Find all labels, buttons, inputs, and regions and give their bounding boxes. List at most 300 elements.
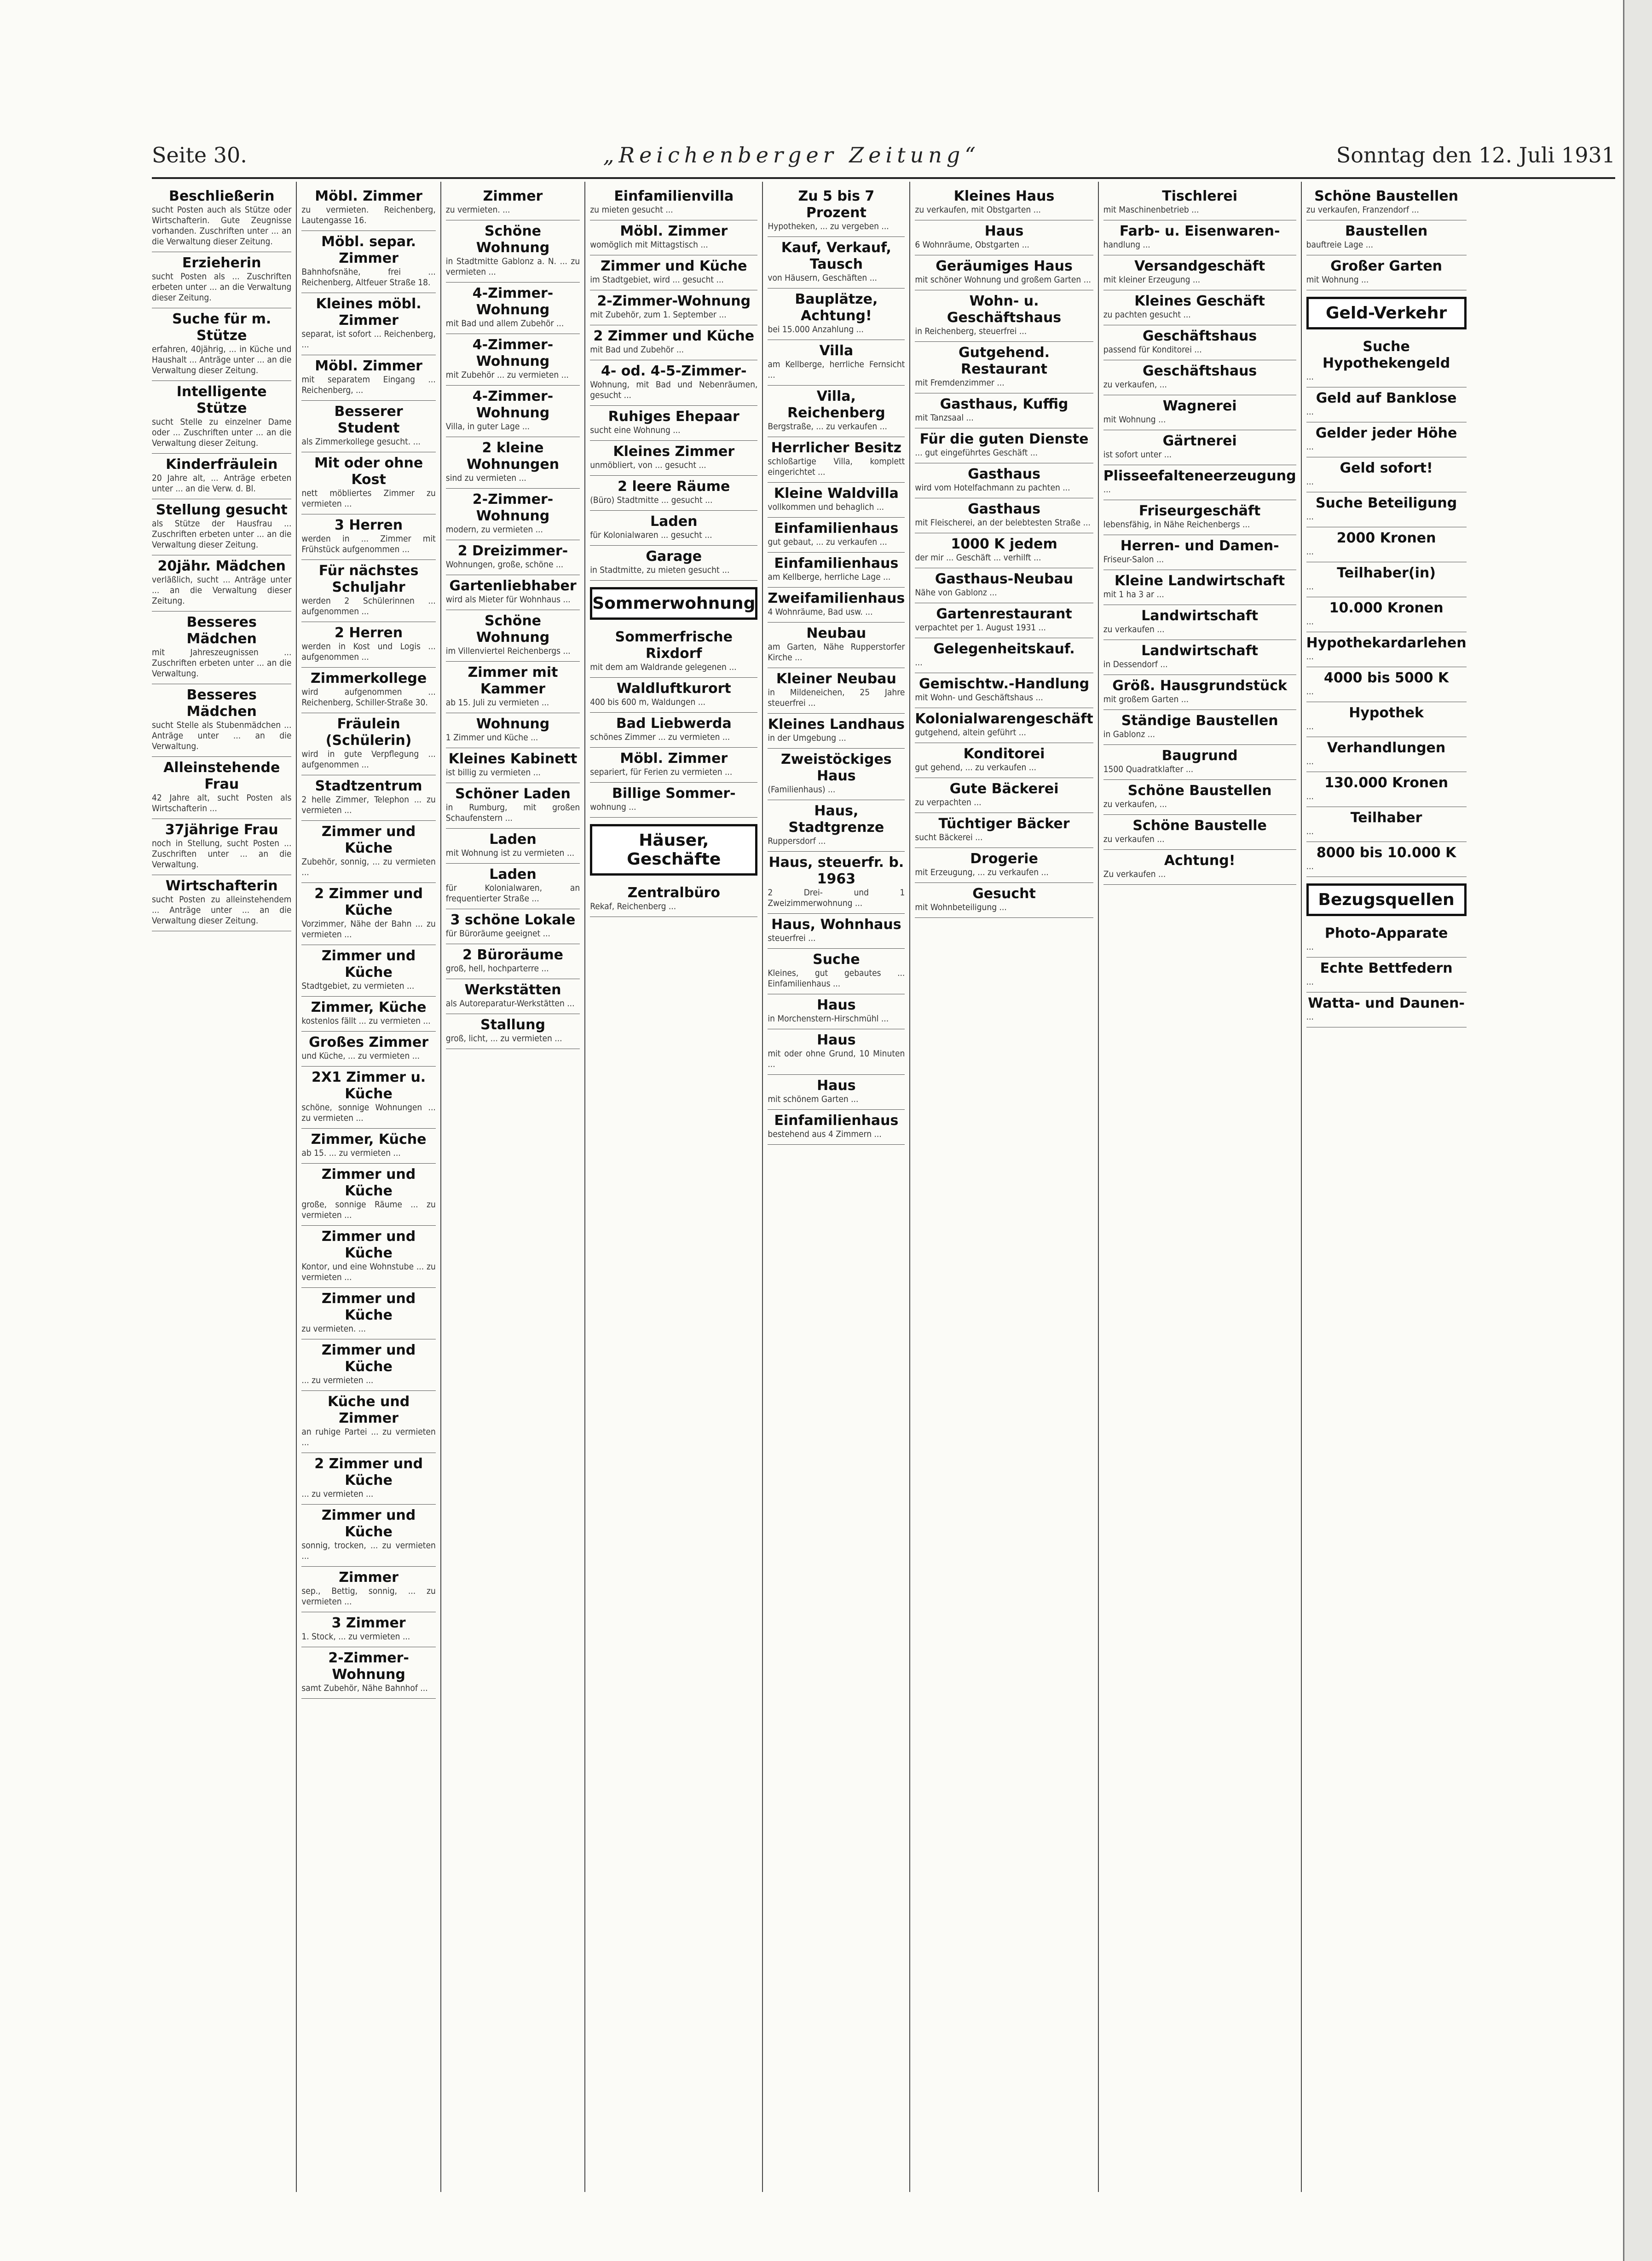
ad-body: ab 15. ... zu vermieten ... [301, 1148, 401, 1158]
classified-ad [152, 185, 291, 252]
ad-body: wohnung ... [590, 802, 636, 812]
classified-ad [915, 568, 1093, 603]
ad-title: Suche [813, 952, 860, 968]
ad-title: Gelegenheitskauf. [933, 641, 1075, 657]
classified-ad [768, 1110, 905, 1145]
ad-title: Schöne Baustellen [1314, 188, 1458, 204]
classified-ad [1306, 667, 1467, 702]
ad-title: Gasthaus, Kuffig [940, 396, 1069, 412]
ad-body: ... [1306, 791, 1314, 802]
ad-body: mit Wohn- und Geschäftshaus ... [915, 692, 1043, 703]
ad-title: 2 Büroräume [462, 947, 563, 963]
classified-ad [446, 944, 580, 979]
classified-ad [768, 749, 905, 800]
ad-body: gutgehend, altein geführt ... [915, 727, 1026, 738]
classified-ad [446, 783, 580, 829]
ad-body: 6 Wohnräume, Obstgarten ... [915, 240, 1029, 250]
classified-ad [915, 498, 1093, 533]
ad-title: Kleine Waldvilla [774, 485, 899, 502]
ad-title: Gartenliebhaber [449, 578, 577, 594]
masthead: „Reichenberger Zeitung“ [603, 143, 980, 167]
ad-title: Hypothekardarlehen [1306, 635, 1467, 651]
ad-body: Wohnung, mit Bad und Nebenräumen, gesucht ... [590, 380, 758, 400]
classified-ad [768, 518, 905, 553]
ad-title: Zimmer mit Kammer [468, 664, 558, 697]
ad-body: große, sonnige Räume ... zu vermieten ... [301, 1200, 436, 1220]
ad-body: 1500 Quadratklafter ... [1103, 764, 1194, 774]
ad-body: mit Maschinenbetrieb ... [1103, 205, 1199, 215]
classified-ad [590, 441, 757, 476]
ad-body: mit Tanzsaal ... [915, 413, 974, 423]
ad-body: zu pachten gesucht ... [1103, 310, 1191, 320]
ad-title: Zimmer und Küche [321, 1291, 416, 1323]
ad-title: 8000 bis 10.000 K [1316, 845, 1456, 861]
ad-title: Gelder jeder Höhe [1315, 425, 1457, 441]
ad-title: Wohnung [476, 716, 550, 732]
ad-body: der mir ... Geschäft ... verhilft ... [915, 553, 1041, 563]
ad-title: Geld auf Banklose [1316, 390, 1457, 406]
ad-title: Gasthaus-Neubau [935, 571, 1074, 587]
classified-ad [768, 386, 905, 437]
ad-body: Kontor, und eine Wohnstube ... zu vermieten ... [301, 1262, 436, 1282]
ad-body: 42 Jahre alt, sucht Posten als Wirtschafterin ... [152, 793, 292, 813]
classified-ad [446, 540, 580, 575]
ad-title: Möbl. separ. Zimmer [321, 234, 416, 266]
classified-ad [446, 386, 580, 437]
ad-title: Friseurgeschäft [1138, 503, 1261, 519]
section-heading: Geld-Verkehr [1306, 297, 1467, 329]
ad-title: Kleines Haus [953, 188, 1055, 204]
ad-body: Kleines, gut gebautes ... Einfamilienhaus ... [768, 968, 905, 989]
ad-body: für Büroräume geeignet ... [445, 929, 550, 939]
classified-columns [152, 182, 1615, 2192]
ad-body: mit Erzeugung, ... zu verkaufen ... [915, 867, 1049, 877]
ad-body: sucht Stelle als Stubenmädchen ... Anträge unter ... an die Verwaltung. [152, 720, 292, 751]
ad-body: am Kellberge, herrliche Lage ... [768, 572, 891, 582]
ad-body: ... [1306, 407, 1314, 417]
classified-ad [446, 437, 580, 489]
classified-ad [1306, 597, 1467, 632]
ad-body: ... [1306, 826, 1314, 836]
classified-ad [446, 1014, 580, 1049]
column-6 [909, 182, 1097, 2192]
ad-title: 2-Zimmer-Wohnung [472, 491, 554, 524]
ad-title: Wagnerei [1162, 398, 1237, 414]
ad-title: Suche Beteiligung [1315, 495, 1457, 511]
page-edge [1623, 0, 1652, 2261]
ad-title: Stallung [480, 1017, 545, 1033]
classified-ad [915, 220, 1093, 255]
ad-title: 2 Dreizimmer- [457, 543, 568, 559]
ad-title: Landwirtschaft [1141, 643, 1259, 659]
classified-ad [590, 325, 757, 360]
ad-title: 2000 Kronen [1336, 530, 1436, 546]
ad-title: Gärtnerei [1162, 433, 1237, 449]
ad-body: mit Jahreszeugnissen ... Zuschriften erbeten unter ... an die Verwaltung. [152, 647, 292, 679]
classified-ad [768, 852, 905, 914]
classified-ad [915, 813, 1093, 848]
ad-title: 2 Zimmer und Küche [593, 328, 755, 344]
ad-title: Hypothek [1349, 705, 1424, 721]
ad-title: Zentralbüro [627, 885, 720, 901]
ad-title: Einfamilienhaus [774, 1113, 899, 1129]
ad-body: sep., Bettig, sonnig, ... zu vermieten ... [301, 1586, 436, 1607]
classified-ad [1103, 395, 1296, 430]
ad-title: Konditorei [963, 746, 1045, 762]
ad-title: Zimmer und Küche [601, 258, 747, 274]
classified-ad [301, 1612, 435, 1647]
ad-body: ... [915, 658, 923, 668]
ad-body: zu vermieten. ... [301, 1324, 366, 1334]
ad-title: Zimmer [483, 188, 543, 204]
classified-ad [1103, 570, 1296, 605]
classified-ad [301, 231, 435, 293]
classified-ad [1103, 745, 1296, 780]
ad-title: 4-Zimmer-Wohnung [472, 285, 554, 318]
ad-body: zu verkaufen, ... [1103, 799, 1167, 809]
ad-title: 4-Zimmer-Wohnung [472, 337, 554, 369]
ad-body: kostenlos fällt ... zu vermieten ... [301, 1016, 431, 1026]
ad-title: 2-Zimmer-Wohnung [328, 1650, 409, 1683]
ad-title: 130.000 Kronen [1324, 775, 1448, 791]
ad-title: 4000 bis 5000 K [1324, 670, 1449, 686]
ad-body: ... [1306, 686, 1314, 697]
classified-ad [1103, 430, 1296, 465]
ad-title: Geschäftshaus [1143, 363, 1257, 379]
ad-title: Für die guten Dienste [919, 431, 1089, 447]
classified-ad [915, 255, 1093, 290]
ad-title: 4-Zimmer-Wohnung [472, 388, 554, 421]
ad-title: Laden [489, 831, 537, 848]
ad-title: Zimmer, Küche [311, 1131, 427, 1148]
classified-ad [446, 829, 580, 864]
ad-title: Laden [489, 866, 537, 882]
ad-title: Gemischtw.-Handlung [918, 676, 1090, 692]
ad-title: Sommerfrische Rixdorf [615, 629, 733, 662]
ad-body: mit 1 ha 3 ar ... [1103, 589, 1164, 600]
classified-ad [1103, 290, 1296, 325]
classified-ad [1103, 220, 1296, 255]
ad-title: Besseres Mädchen [186, 614, 257, 647]
ad-body: verläßlich, sucht ... Anträge unter ... an die Verwaltung dieser Zeitung. [152, 575, 292, 606]
section-heading: Sommerwohnung [590, 587, 757, 620]
ad-body: wird in gute Verpflegung ... aufgenommen ... [301, 749, 436, 770]
ad-title: Photo-Apparate [1324, 925, 1448, 941]
classified-ad [301, 821, 435, 883]
ad-title: Gasthaus [968, 466, 1040, 482]
classified-ad [915, 290, 1093, 342]
ad-body: 2 Drei- und 1 Zweizimmerwohnung ... [768, 888, 905, 908]
header-rule [152, 177, 1615, 179]
classified-ad [768, 714, 905, 749]
ad-body: werden in ... Zimmer mit Frühstück aufgenommen ... [301, 534, 436, 554]
ad-title: Wirtschafterin [165, 878, 278, 894]
ad-body: sucht Posten als ... Zuschriften erbeten unter ... an die Verwaltung dieser Zeitung. [152, 271, 292, 303]
classified-ad [446, 575, 580, 610]
ad-title: Geld sofort! [1340, 460, 1433, 476]
ad-body: mit Fremdenzimmer ... [915, 378, 1005, 388]
ad-body: ... [1306, 942, 1314, 952]
classified-ad [1306, 422, 1467, 457]
classified-ad [446, 748, 580, 783]
ad-title: Erzieherin [182, 255, 261, 271]
ad-title: Gartenrestaurant [936, 606, 1072, 622]
ad-title: Zimmer und Küche [321, 948, 416, 981]
ad-title: Laden [650, 513, 698, 530]
ad-body: wird aufgenommen ... Reichenberg, Schiller-Straße 30. [301, 687, 436, 708]
ad-title: Alleinstehende Frau [163, 760, 280, 792]
ad-title: Gasthaus [968, 501, 1040, 517]
classified-ad [301, 185, 435, 231]
ad-body: mit großem Garten ... [1103, 694, 1189, 704]
column-1 [152, 182, 296, 2192]
ad-title: Für nächstes Schuljahr [318, 563, 419, 595]
ad-title: Farb- u. Eisenwaren- [1119, 223, 1280, 239]
ad-body: bei 15.000 Anzahlung ... [768, 324, 864, 335]
classified-ad [768, 340, 905, 386]
ad-title: Bad Liebwerda [616, 715, 732, 732]
classified-ad [768, 994, 905, 1029]
ad-title: Echte Bettfedern [1320, 960, 1453, 976]
ad-title: Kleines Kabinett [448, 751, 578, 767]
ad-title: Waldluftkurort [616, 681, 731, 697]
ad-body: ... [1306, 861, 1314, 871]
classified-ad [590, 406, 757, 441]
classified-ad [1306, 992, 1467, 1027]
classified-ad [768, 800, 905, 852]
ad-title: 3 Herren [335, 517, 403, 533]
classified-ad [152, 454, 291, 499]
issue-date: Sonntag den 12. Juli 1931 [1336, 143, 1615, 167]
classified-ad [1103, 640, 1296, 675]
classified-ad [152, 819, 291, 875]
ad-body: Zubehör, sonnig, ... zu vermieten ... [301, 857, 436, 877]
column-4 [584, 182, 762, 2192]
ad-title: Intelligente Stütze [176, 384, 267, 416]
classified-ad [1103, 465, 1296, 500]
classified-ad [590, 546, 757, 581]
ad-title: Ruhiges Ehepaar [608, 409, 739, 425]
ad-body: sucht Posten zu alleinstehendem ... Anträge unter ... an die Verwaltung dieser Zeitung. [152, 894, 292, 926]
ad-title: Wohn- u. Geschäftshaus [947, 293, 1062, 326]
ad-body: ab 15. Juli zu vermieten ... [445, 698, 549, 708]
ad-title: Stellung gesucht [156, 502, 288, 518]
classified-ad [152, 308, 291, 381]
classified-ad [446, 979, 580, 1014]
classified-ad [1306, 842, 1467, 877]
ad-title: Möbl. Zimmer [620, 750, 728, 767]
ad-title: Haus [817, 1078, 856, 1094]
ad-title: Herren- und Damen- [1120, 538, 1279, 554]
classified-ad [590, 626, 757, 678]
ad-title: Tischlerei [1162, 188, 1238, 204]
classified-ad [301, 355, 435, 401]
ad-body: mit Wohnung ist zu vermieten ... [445, 848, 575, 858]
ad-body: ... [1306, 512, 1314, 522]
ad-title: Zimmer und Küche [321, 1166, 416, 1199]
classified-ad [1306, 387, 1467, 422]
ad-title: Watta- und Daunen- [1308, 995, 1465, 1011]
classified-ad [1103, 850, 1296, 885]
column-2 [296, 182, 440, 2192]
classified-ad [1103, 535, 1296, 570]
classified-ad [590, 255, 757, 290]
classified-ad [301, 1032, 435, 1067]
ad-body: mit Wohnbeteiligung ... [915, 902, 1007, 912]
ad-body: groß, hell, hochparterre ... [445, 963, 549, 974]
ad-body: mit Wohnung ... [1306, 275, 1369, 285]
ad-title: Gutgehend. Restaurant [958, 345, 1050, 377]
ad-body: 2 helle Zimmer, Telephon ... zu vermieten ... [301, 795, 436, 815]
ad-body: ... [1103, 484, 1111, 495]
classified-ad [301, 1391, 435, 1453]
ad-body: Vorzimmer, Nähe der Bahn ... zu vermieten ... [301, 919, 436, 940]
ad-title: Geräumiges Haus [936, 258, 1073, 274]
classified-ad [1103, 780, 1296, 815]
ad-title: Kleines Zimmer [613, 444, 735, 460]
classified-ad [301, 293, 435, 355]
ad-body: mit Zubehör, zum 1. September ... [590, 310, 727, 320]
classified-ad [915, 708, 1093, 743]
ad-body: ... zu vermieten ... [301, 1375, 374, 1385]
classified-ad [1103, 500, 1296, 535]
classified-ad [1306, 255, 1467, 290]
ad-body: ist billig zu vermieten ... [445, 767, 541, 778]
ad-body: Rekaf, Reichenberg ... [590, 901, 676, 911]
classified-ad [301, 713, 435, 775]
ad-body: ... [1306, 582, 1314, 592]
ad-body: Nähe von Gablonz ... [915, 588, 997, 598]
ad-body: in Stadtmitte Gablonz a. N. ... zu vermieten ... [445, 256, 580, 277]
ad-title: Gesucht [972, 886, 1036, 902]
classified-ad [915, 463, 1093, 498]
classified-ad [768, 237, 905, 288]
ad-title: Suche für m. Stütze [172, 311, 271, 344]
ad-title: 2 leere Räume [618, 479, 730, 495]
ad-title: Schöne Baustellen [1127, 783, 1272, 799]
classified-ad [915, 778, 1093, 813]
section-heading: Häuser, Geschäfte [590, 824, 757, 876]
classified-ad [446, 662, 580, 713]
ad-body: für Kolonialwaren, an frequentierter Straße ... [445, 883, 580, 904]
ad-body: in Rumburg, mit großen Schaufenstern ... [445, 802, 580, 823]
ad-title: Werkstätten [464, 982, 561, 998]
ad-body: Bahnhofsnähe, frei ... Reichenberg, Altfeuer Straße 18. [301, 267, 436, 288]
ad-body: lebensfähig, in Nähe Reichenbergs ... [1103, 519, 1250, 530]
ad-title: Tüchtiger Bäcker [938, 816, 1070, 832]
classified-ad [915, 393, 1093, 428]
ad-body: mit Zubehör ... zu vermieten ... [445, 370, 569, 380]
ad-body: zu mieten gesucht ... [590, 205, 673, 215]
ad-body: mit schönem Garten ... [768, 1094, 859, 1104]
ad-body: modern, zu vermieten ... [445, 525, 543, 535]
classified-ad [446, 185, 580, 220]
ad-body: in der Umgebung ... [768, 733, 846, 743]
classified-ad [1103, 255, 1296, 290]
ad-title: Möbl. Zimmer [315, 358, 422, 374]
ad-body: vollkommen und behaglich ... [768, 502, 884, 512]
classified-ad [1306, 737, 1467, 772]
ad-body: Bergstraße, ... zu verkaufen ... [768, 421, 887, 432]
ad-title: 37jährige Frau [165, 822, 278, 838]
ad-title: Kauf, Verkauf, Tausch [781, 240, 891, 272]
ad-title: Neubau [806, 625, 866, 641]
ad-title: Kleines Geschäft [1134, 293, 1265, 309]
ad-body: Hypotheken, ... zu vergeben ... [768, 221, 889, 231]
column-3 [440, 182, 584, 2192]
ad-body: in Reichenberg, steuerfrei ... [915, 326, 1027, 336]
ad-title: Besserer Student [334, 404, 403, 436]
classified-ad [590, 290, 757, 325]
ad-title: Einfamilienvilla [614, 188, 734, 204]
ad-body: passend für Konditorei ... [1103, 345, 1202, 355]
classified-ad [1306, 807, 1467, 842]
ad-title: 2 kleine Wohnungen [466, 440, 560, 473]
classified-ad [301, 1226, 435, 1288]
classified-ad [301, 1067, 435, 1129]
page-header [152, 143, 1615, 170]
ad-title: Stadtzentrum [315, 778, 422, 794]
ad-title: 10.000 Kronen [1329, 600, 1444, 616]
classified-ad [301, 775, 435, 821]
classified-ad [1306, 220, 1467, 255]
ad-body: wird als Mieter für Wohnhaus ... [445, 594, 571, 605]
classified-ad [301, 945, 435, 997]
ad-body: ... [1306, 721, 1314, 732]
ad-title: Villa, Reichenberg [787, 388, 885, 421]
ad-title: Zimmer und Küche [321, 1342, 416, 1375]
ad-title: Zu 5 bis 7 Prozent [798, 188, 875, 221]
classified-ad [768, 185, 905, 237]
page-number: Seite 30. [152, 143, 247, 167]
classified-ad [915, 603, 1093, 638]
ad-body: wird vom Hotelfachmann zu pachten ... [915, 483, 1070, 493]
ad-body: schönes Zimmer ... zu vermieten ... [590, 732, 730, 742]
ad-body: gut gehend, ... zu verkaufen ... [915, 762, 1037, 773]
ad-body: ... gut eingeführtes Geschäft ... [915, 448, 1038, 458]
ad-title: 2 Herren [335, 625, 403, 641]
ad-title: Ständige Baustellen [1121, 713, 1278, 729]
classified-ad [301, 514, 435, 560]
ad-body: 1 Zimmer und Küche ... [445, 733, 538, 743]
classified-ad [768, 1075, 905, 1110]
classified-ad [768, 288, 905, 340]
ad-title: Schöne Wohnung [476, 223, 550, 256]
ad-body: verpachtet per 1. August 1931 ... [915, 623, 1046, 633]
classified-ad [590, 360, 757, 406]
ad-title: Bauplätze, Achtung! [795, 291, 878, 324]
ad-title: 3 Zimmer [331, 1615, 406, 1631]
classified-ad [301, 452, 435, 514]
ad-body: zu vermieten. ... [445, 205, 510, 215]
ad-body: zu verkaufen, mit Obstgarten ... [915, 205, 1041, 215]
classified-ad [152, 757, 291, 819]
classified-ad [301, 1129, 435, 1164]
classified-ad [1103, 605, 1296, 640]
ad-title: Zweifamilienhaus [768, 590, 905, 606]
ad-title: Herrlicher Besitz [771, 440, 902, 456]
classified-ad [1306, 492, 1467, 527]
classified-ad [301, 1164, 435, 1226]
ad-title: Zimmerkollege [311, 670, 427, 686]
classified-ad [301, 1647, 435, 1699]
ad-body: samt Zubehör, Nähe Bahnhof ... [301, 1683, 428, 1693]
ad-body: für Kolonialwaren ... gesucht ... [590, 530, 712, 540]
ad-body: Friseur-Salon ... [1103, 554, 1164, 565]
column-8 [1301, 182, 1471, 2192]
ad-title: Baugrund [1161, 748, 1238, 764]
ad-body: am Garten, Nähe Rupperstorfer Kirche ... [768, 642, 905, 663]
